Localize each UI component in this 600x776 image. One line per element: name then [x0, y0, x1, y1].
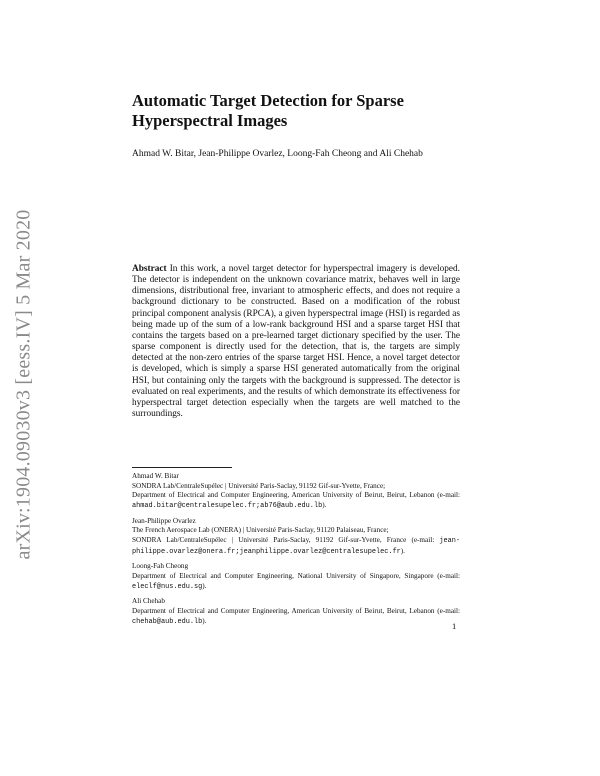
affiliation-institution: SONDRA Lab/CentraleSupélec | Université Paris-Saclay, 91192 Gif-sur-Yvette, France;	[132, 481, 386, 490]
affiliation-author-name: Jean-Philippe Ovarlez	[132, 516, 196, 525]
affiliation-author-name: Ahmad W. Bitar	[132, 472, 179, 480]
abstract	[132, 264, 460, 420]
footnote-rule	[132, 467, 232, 468]
affiliation-chehab	[132, 597, 460, 627]
affiliation-contact: Department of Electrical and Computer Engineering, National University of Singapore, Singapore (e-mail: eleclf@nus.edu.sg).	[132, 571, 460, 591]
affiliation-contact: SONDRA Lab/CentraleSupélec | Université Paris-Saclay, 91192 Gif-sur-Yvette, France (e-mail: jean-philippe.ovarlez@onera.fr;jeanphilippe.ovarlez@centralesupelec.fr).	[132, 536, 460, 556]
email-link[interactable]: chehab@aub.edu.lb	[132, 617, 203, 626]
email-link[interactable]: eleclf@nus.edu.sg	[132, 582, 203, 591]
affiliation-author-name: Ali Chehab	[132, 597, 165, 606]
author-list: Ahmad W. Bitar, Jean-Philippe Ovarlez, Loong-Fah Cheong and Ali Chehab	[132, 149, 423, 159]
affiliation-institution: The French Aerospace Lab (ONERA) | Université Paris-Saclay, 91120 Palaiseau, France;	[132, 526, 389, 535]
email-link[interactable]: jean-philippe.ovarlez@onera.fr;jeanphilippe.ovarlez@centralesupelec.fr	[132, 537, 460, 556]
affiliation-cheong	[132, 562, 460, 592]
abstract-text: In this work, a novel target detector for hyperspectral imagery is developed. The detector is independent on the unknown covariance matrix, behaves well in large dimensions, distributional free, invariant to atmospheric effects, and does not require a background dictionary to be constructed. Based on a modification of the robust principal component analysis (RPCA), a given hyperspectral image (HSI) is regarded as being made up of the sum of a low-rank background HSI and a sparse target HSI that contains the targets based on a pre-learned target dictionary specified by the user. The sparse component is directly used for the detection, that is, the targets are simply detected at the non-zero entries of the sparse target HSI. Hence, a novel target detector is developed, which is simply a sparse HSI generated automatically from the original HSI, but containing only the targets with the background is suppressed. The detector is evaluated on real experiments, and the results of which demonstrate its effectiveness for hyperspectral target detection especially when the targets are well matched to the surroundings.	[132, 264, 461, 420]
arxiv-identifier-text: arXiv:1904.09030v3 [eess.IV] 5 Mar 2020	[12, 209, 35, 559]
affiliation-ovarlez	[132, 517, 460, 558]
arxiv-identifier	[4, 204, 44, 564]
affiliation-contact: Department of Electrical and Computer Engineering, American University of Beirut, Beirut, Lebanon (e-mail: chehab@aub.edu.lb).	[132, 606, 460, 626]
affiliation-author-name: Loong-Fah Cheong	[132, 562, 189, 571]
affiliation-contact: Department of Electrical and Computer Engineering, American University of Beirut, Beirut, Lebanon (e-mail: ahmad.bitar@centralesupelec.fr;ab76@aub.edu.lb).	[132, 491, 460, 511]
paper-title: Automatic Target Detection for Sparse Hyperspectral Images	[132, 91, 404, 130]
abstract-label: Abstract	[132, 264, 167, 274]
page-number: 1	[452, 621, 457, 631]
email-link[interactable]: ahmad.bitar@centralesupelec.fr;ab76@aub.edu.lb	[132, 502, 323, 511]
affiliation-bitar	[132, 472, 460, 512]
affiliations	[132, 472, 460, 632]
